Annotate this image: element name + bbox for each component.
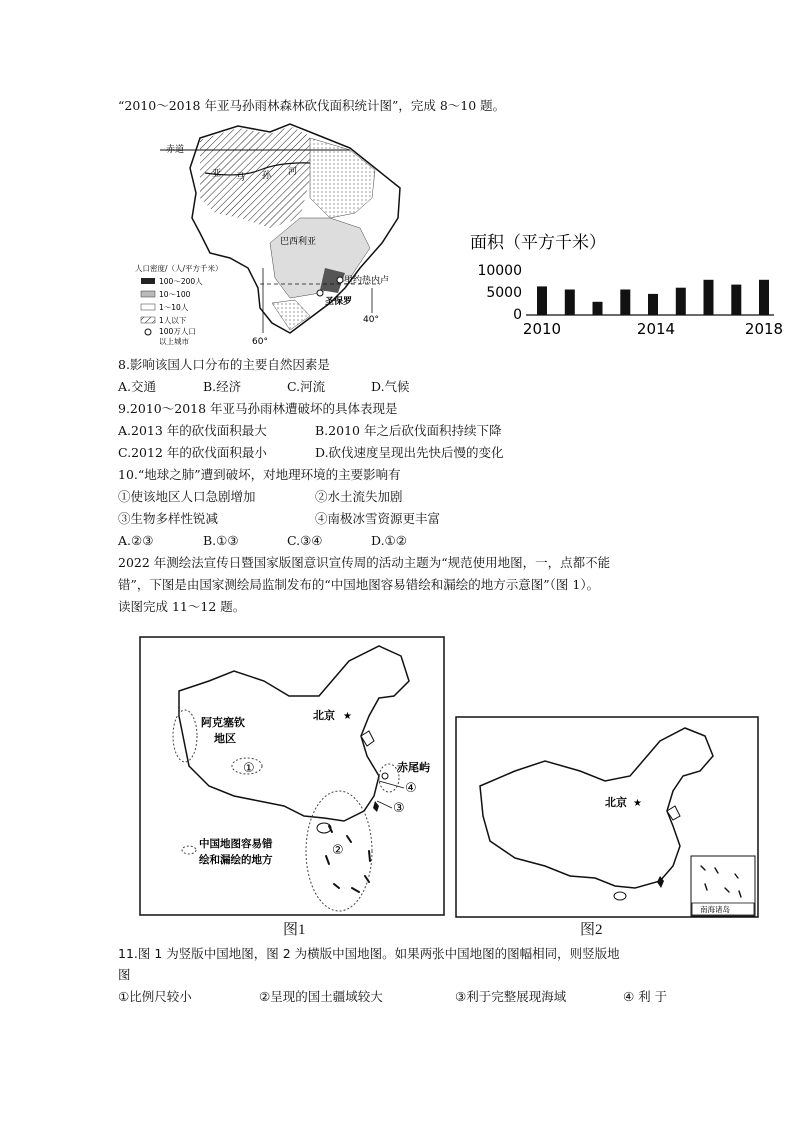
amazon-char-3: 孙 — [262, 171, 272, 181]
fig1-legend-line-1: 中国地图容易错 — [199, 838, 273, 850]
q10-option-d: D.①② — [371, 533, 407, 548]
q9-option-b: B.2010 年之后砍伐面积持续下降 — [315, 423, 502, 438]
brasilia-label: 巴西利亚 — [280, 237, 317, 247]
q10-option-a: A.②③ — [118, 533, 154, 548]
deforestation-bar-chart — [468, 228, 788, 343]
q8-option-d: D.气候 — [371, 379, 410, 394]
rio-label: 里约热内卢 — [344, 276, 390, 286]
fig1-legend-line-2: 绘和漏绘的地方 — [199, 854, 273, 866]
fig1-beijing-label: 北京 — [313, 709, 335, 722]
intro-text-2-line-3: 读图完成 11～12 题。 — [118, 599, 246, 614]
legend-item-5: 100万人口 — [159, 327, 196, 336]
fig1-marker-3: ③ — [393, 801, 405, 816]
chart-title: 面积（平方千米） — [470, 233, 606, 253]
fig1-marker-1: ① — [243, 761, 255, 776]
q9-option-c: C.2012 年的砍伐面积最小 — [118, 445, 267, 460]
q11-item-3: ③利于完整展现海域 — [455, 989, 567, 1004]
fig2-beijing-star-icon: ★ — [633, 798, 642, 809]
bar-2015 — [676, 288, 686, 315]
amazon-char-2: 马 — [236, 173, 246, 183]
lon40-label: 40° — [363, 315, 379, 325]
figure-1-caption: 图1 — [283, 922, 306, 938]
bar-2013 — [620, 290, 630, 316]
q10-item-3: ③生物多样性锐减 — [118, 511, 219, 526]
y-tick-10000: 10000 — [477, 263, 522, 279]
equator-label: 赤道 — [166, 145, 185, 155]
q8-option-b: B.经济 — [203, 379, 242, 394]
fig1-chiwei-label: 赤尾屿 — [397, 761, 430, 774]
bar-2017 — [731, 285, 741, 315]
q11-item-4: ④ 利 于 — [623, 989, 668, 1004]
q9-option-a: A.2013 年的砍伐面积最大 — [118, 423, 267, 438]
y-tick-5000: 5000 — [486, 285, 522, 301]
intro-text-2-line-2: 错”，下图是由国家测绘局监制发布的“中国地图容易错绘和漏绘的地方示意图”（图 1）。 — [118, 577, 600, 592]
q9-option-d: D.砍伐速度呈现出先快后慢的变化 — [315, 445, 504, 460]
q10-option-b: B.①③ — [203, 533, 239, 548]
fig1-marker-2: ② — [332, 843, 344, 858]
legend-item-6: 以上城市 — [159, 337, 189, 346]
bar-2016 — [704, 280, 714, 315]
figure-2-caption: 图2 — [580, 922, 603, 938]
q8-stem: 8.影响该国人口分布的主要自然因素是 — [118, 357, 330, 372]
q10-option-c: C.③④ — [287, 533, 323, 548]
legend-item-1: 100～200人 — [159, 277, 203, 286]
amazon-char-4: 河 — [288, 167, 298, 177]
legend-item-3: 1～10人 — [159, 303, 189, 312]
bar-2011 — [565, 290, 575, 316]
bar-2014 — [648, 294, 658, 315]
legend-title: 人口密度/（人/平方千米） — [135, 264, 223, 273]
legend-item-2: 10～100 — [159, 290, 191, 299]
lon60-label: 60° — [252, 337, 268, 347]
q8-option-c: C.河流 — [287, 379, 326, 394]
q11-item-1: ①比例尺较小 — [118, 989, 192, 1004]
bar-2010 — [537, 286, 547, 315]
x-tick-2014: 2014 — [636, 320, 676, 338]
fig1-aksai-label-2: 地区 — [214, 732, 236, 745]
intro-text-1: “2010～2018 年亚马孙雨林森林砍伐面积统计图”，完成 8～10 题。 — [118, 98, 506, 113]
brazil-legend — [135, 262, 245, 347]
bar-2018 — [759, 280, 769, 315]
q11-item-2: ②呈现的国土疆域较大 — [259, 989, 383, 1004]
q8-option-a: A.交通 — [118, 379, 157, 394]
x-tick-2018: 2018 — [744, 320, 784, 338]
fig1-aksai-label-1: 阿克塞钦 — [201, 716, 245, 729]
intro-text-2-line-1: 2022 年测绘法宣传日暨国家版图意识宣传周的活动主题为“规范使用地图，一，点都不能 — [118, 555, 611, 570]
figure-1-map — [139, 636, 445, 916]
q10-item-4: ④南极冰雪资源更丰富 — [315, 511, 441, 526]
q10-item-1: ①使该地区人口急剧增加 — [118, 489, 256, 504]
y-tick-0: 0 — [513, 307, 522, 323]
fig2-beijing-label: 北京 — [605, 796, 627, 809]
figure-2-map — [455, 716, 759, 918]
q9-stem: 9.2010～2018 年亚马孙雨林遭破坏的具体表现是 — [118, 401, 398, 416]
bar-2012 — [593, 302, 603, 315]
fig1-marker-4: ④ — [405, 781, 417, 796]
fig2-inset-label: 南海诸岛 — [700, 905, 730, 914]
q10-item-2: ②水土流失加剧 — [315, 489, 403, 504]
fig1-beijing-star-icon: ★ — [343, 711, 352, 722]
legend-item-4: 1人以下 — [159, 316, 187, 325]
saopaulo-label: 圣保罗 — [325, 297, 353, 307]
q10-stem: 10.“地球之肺”遭到破坏，对地理环境的主要影响有 — [118, 467, 401, 482]
q11-stem-line-1: 11.图 1 为竖版中国地图，图 2 为横版中国地图。如果两张中国地图的图幅相同，则竖版地 — [118, 946, 620, 961]
x-tick-2010: 2010 — [522, 320, 562, 338]
q11-stem-line-2: 图 — [118, 967, 131, 982]
amazon-char-1: 亚 — [212, 169, 222, 179]
